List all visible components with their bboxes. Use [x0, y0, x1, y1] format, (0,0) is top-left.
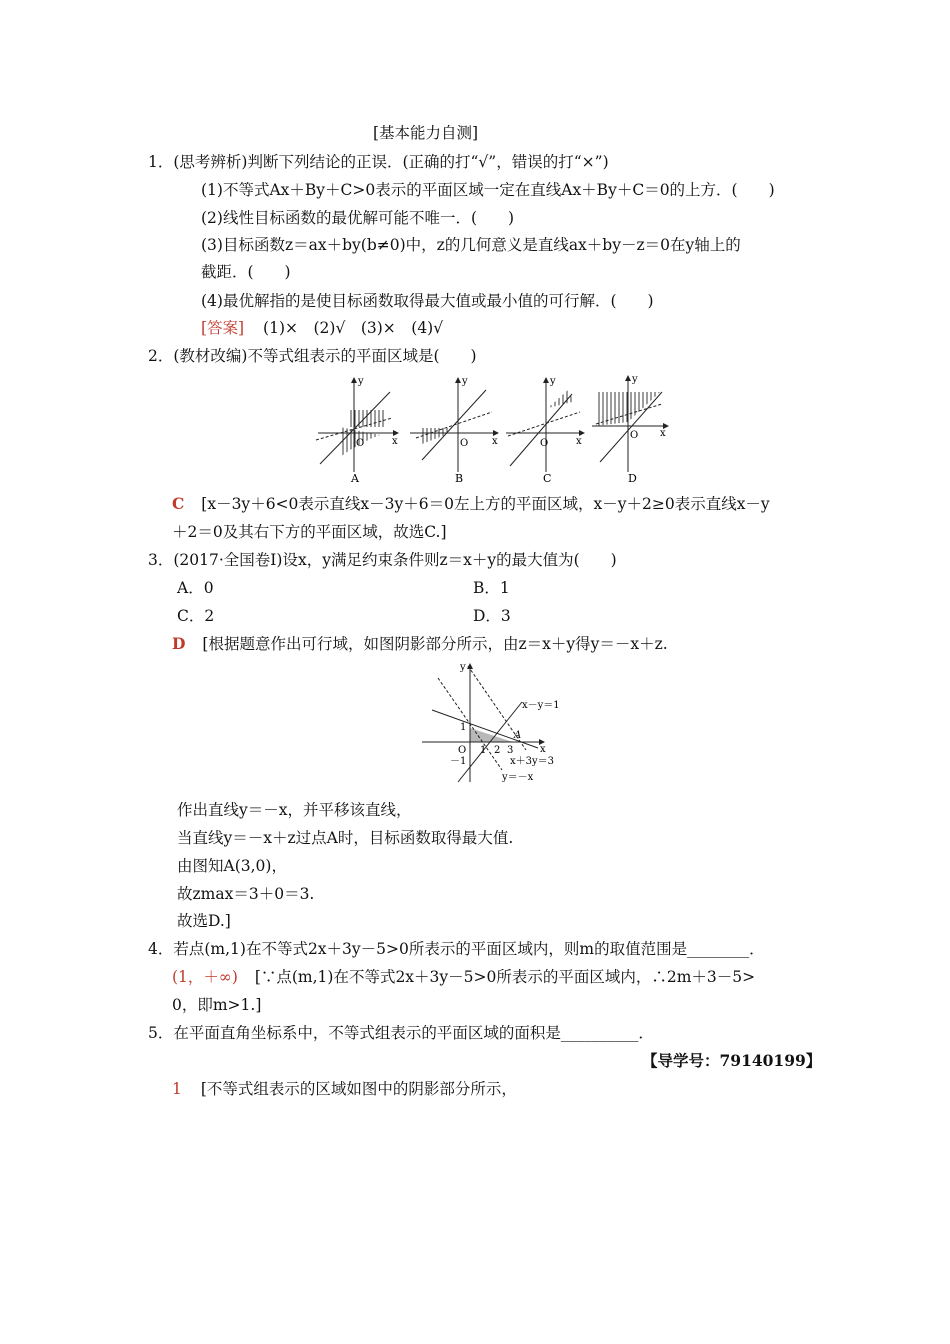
q2-answer: C — [172, 494, 185, 513]
q3-origin: O — [458, 745, 467, 756]
option-d-y-label: y — [632, 374, 638, 385]
q3-answer: D — [172, 634, 186, 653]
q3-option-a: A．0 — [177, 579, 214, 597]
option-c-label: C — [543, 472, 552, 484]
q3-step-1: 作出直线y＝－x，并平移该直线， — [177, 801, 412, 819]
q4-answer: (1，＋∞) — [172, 968, 238, 986]
option-a-graph — [316, 376, 398, 472]
q3-option-c: C．2 — [177, 607, 215, 625]
guide-number: 【导学号：79140199】 — [642, 1051, 822, 1070]
option-a-x-label: x — [392, 436, 398, 447]
q1-answer: (1)× (2)√ (3)× (4)√ — [263, 319, 444, 337]
option-b-x-label: x — [492, 436, 498, 447]
option-d-label: D — [628, 472, 637, 484]
q3-option-b: B．1 — [473, 579, 510, 597]
q1-item-3: (3)目标函数z＝ax＋by(b≠0)中，z的几何意义是直线ax＋by－z＝0在y轴上的 — [201, 236, 741, 254]
q3-x-label: x — [540, 744, 546, 755]
answer-tag: [答案] — [201, 319, 245, 337]
q3-step-2: 当直线y＝－x＋z过点A时，目标函数取得最大值. — [177, 829, 514, 847]
q4-stem: 4．若点(m,1)在不等式2x＋3y－5>0所表示的平面区域内，则m的取值范围是________． — [148, 940, 765, 958]
option-b-origin: O — [460, 438, 469, 449]
q4-explanation-2: 0，即m>1.] — [172, 996, 262, 1014]
option-a-y-label: y — [358, 376, 364, 387]
point-a-label: A — [514, 730, 522, 741]
q3-tick-2: 2 — [494, 745, 501, 756]
q3-stem: 3．(2017·全国卷Ⅰ)设x，y满足约束条件则z＝x＋y的最大值为( ) — [148, 551, 617, 569]
option-b-graph — [410, 376, 498, 472]
option-a-label: A — [351, 472, 359, 484]
q2-options-figure — [310, 372, 672, 484]
q5-answer: 1 — [172, 1080, 182, 1098]
option-b-y-label: y — [462, 376, 468, 387]
q3-tick-y-1: 1 — [460, 722, 467, 733]
option-b-label: B — [455, 472, 464, 484]
section-title: [基本能力自测] — [373, 124, 479, 142]
q2-explanation-2: ＋2＝0及其右下方的平面区域，故选C.] — [172, 523, 447, 541]
q5-stem: 5．在平面直角坐标系中，不等式组表示的平面区域的面积是__________． — [148, 1024, 654, 1042]
option-d-graph — [592, 374, 668, 472]
q4-explanation-1: [∵点(m,1)在不等式2x＋3y－5>0所表示的平面区域内，∴2m＋3－5> — [254, 968, 756, 986]
option-d-x-label: x — [660, 428, 666, 439]
q1-stem: 1．(思考辨析)判断下列结论的正误．(正确的打“√”，错误的打“×”) — [148, 153, 609, 171]
q5-explanation: [不等式组表示的区域如图中的阴影部分所示， — [200, 1080, 517, 1098]
line-label-x-plus-3y: x＋3y＝3 — [510, 756, 555, 767]
line-label-x-minus-y: x－y＝1 — [522, 700, 560, 711]
q3-tick-3: 3 — [507, 745, 514, 756]
q1-item-2: (2)线性目标函数的最优解可能不唯一．( ) — [201, 209, 515, 227]
option-c-x-label: x — [576, 436, 582, 447]
q3-tick-1: 1 — [480, 745, 487, 756]
option-c-y-label: y — [550, 376, 556, 387]
q3-feasible-region-figure — [418, 658, 578, 790]
q2-explanation-1: [x－3y＋6<0表示直线x－3y＋6＝0左上方的平面区域，x－y＋2≥0表示直线x－y — [201, 495, 770, 513]
q3-tick-y-neg1: －1 — [450, 756, 467, 767]
q3-y-label: y — [460, 662, 466, 673]
q3-step-5: 故选D.] — [177, 912, 231, 930]
q1-item-3-cont: 截距．( ) — [201, 263, 291, 281]
q3-explanation: [根据题意作出可行域，如图阴影部分所示，由z＝x＋y得y＝－x＋z. — [202, 635, 668, 653]
q1-item-1: (1)不等式Ax＋By＋C>0表示的平面区域一定在直线Ax＋By＋C＝0的上方．( ) — [201, 181, 775, 199]
option-a-origin: O — [356, 438, 365, 449]
q2-stem: 2．(教材改编)不等式组表示的平面区域是( ) — [148, 347, 477, 365]
option-c-origin: O — [540, 438, 549, 449]
option-d-origin: O — [630, 430, 639, 441]
q3-option-d: D．3 — [473, 607, 511, 625]
q1-item-4: (4)最优解指的是使目标函数取得最大值或最小值的可行解．( ) — [201, 292, 654, 310]
option-c-graph — [506, 376, 584, 472]
q3-step-3: 由图知A(3,0)， — [177, 857, 287, 875]
q3-step-4: 故zmax＝3＋0＝3. — [177, 885, 315, 903]
line-label-y-neg-x: y＝－x — [502, 772, 534, 783]
